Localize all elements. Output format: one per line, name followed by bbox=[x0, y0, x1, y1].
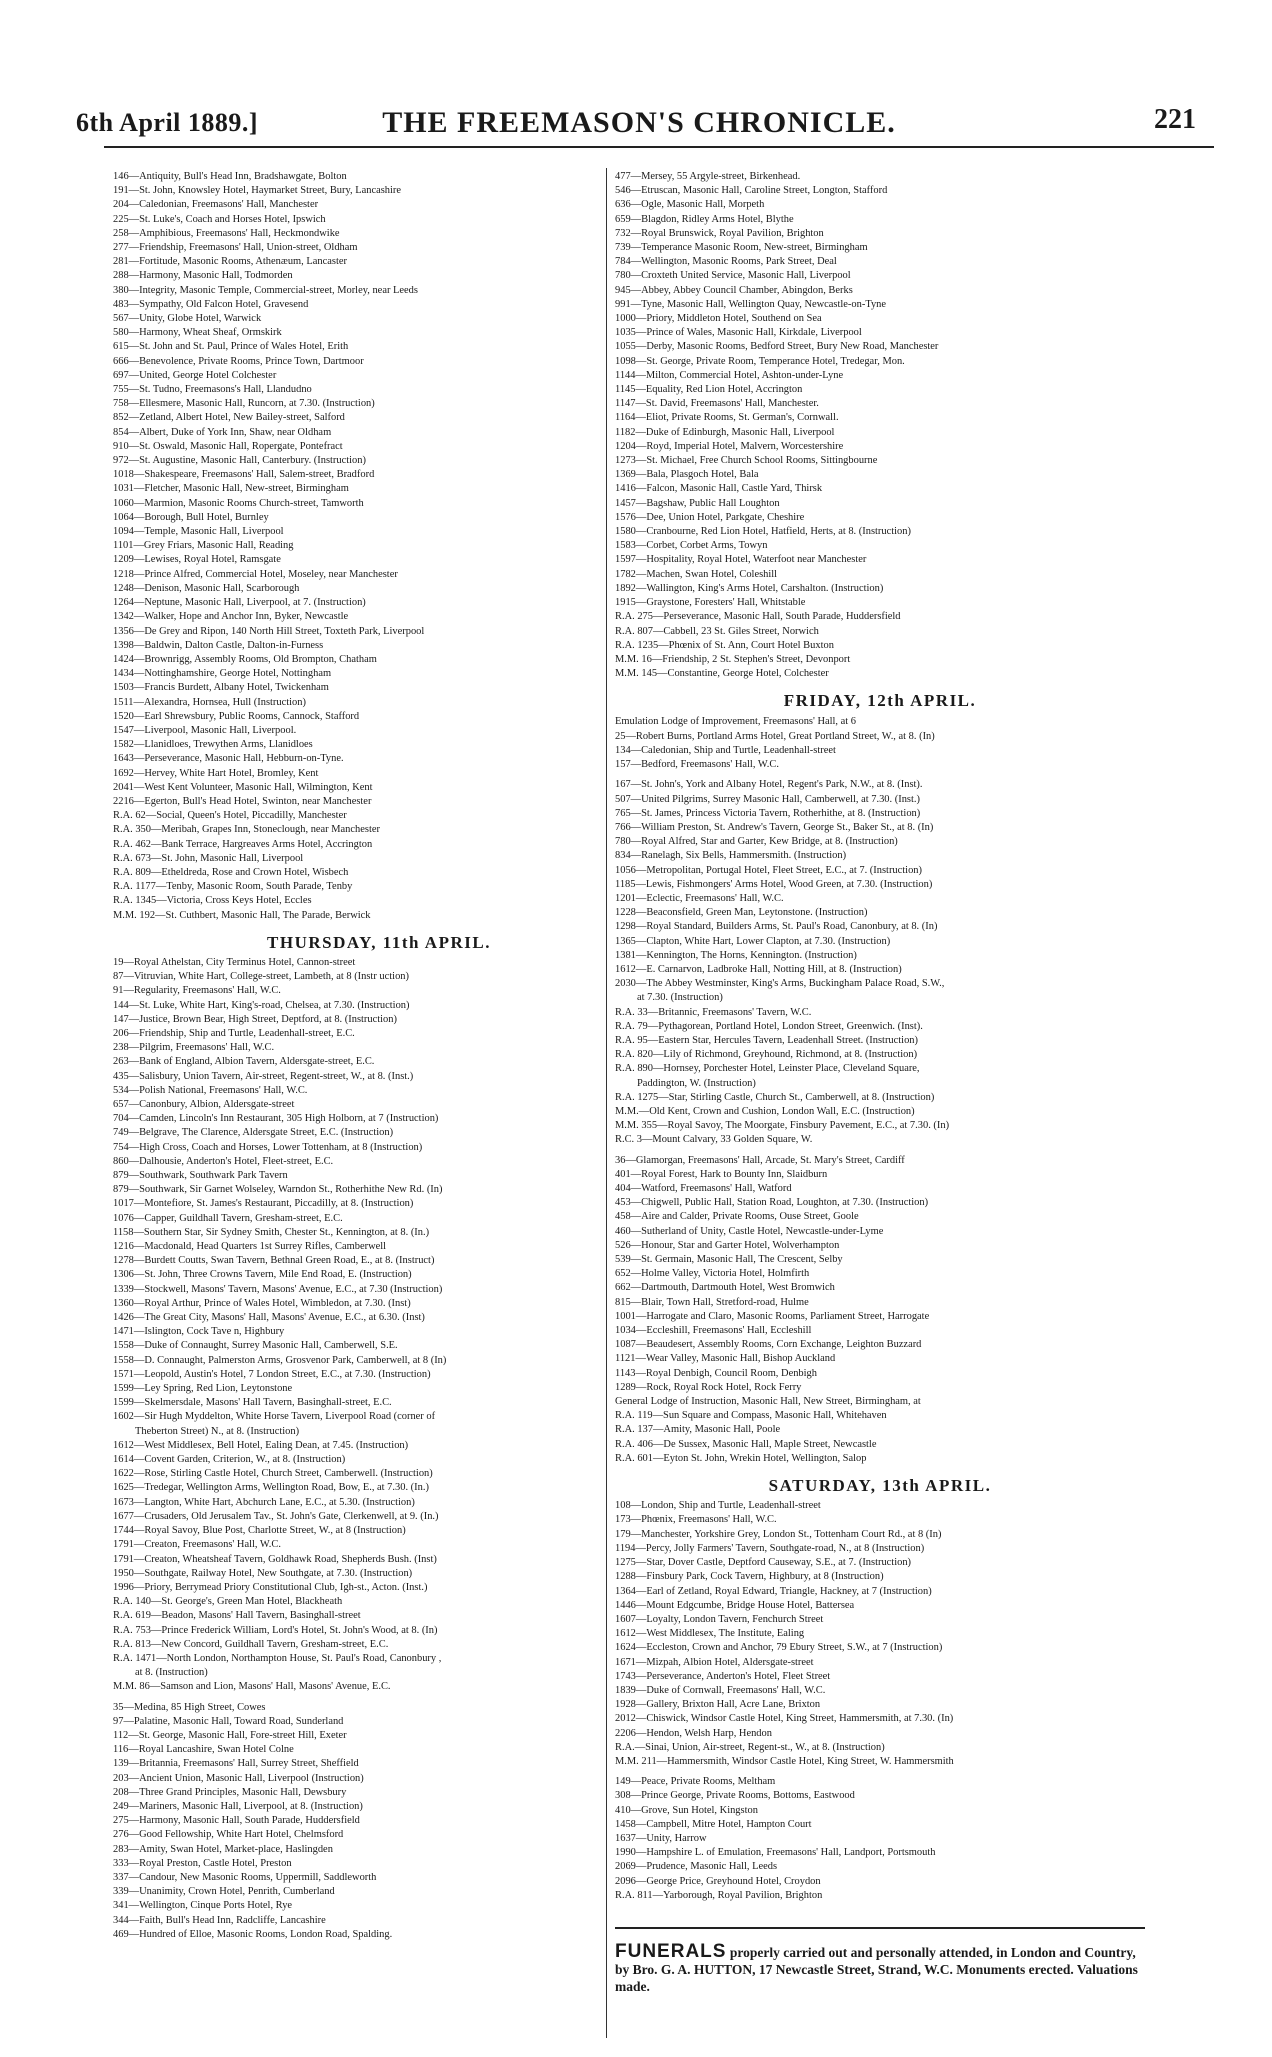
lodge-entry: 567—Unity, Globe Hotel, Warwick bbox=[113, 313, 262, 325]
lodge-entry: 477—Mersey, 55 Argyle-street, Birkenhead. bbox=[615, 171, 801, 182]
lodge-entry: 288—Harmony, Masonic Hall, Todmorden bbox=[113, 270, 293, 282]
lodge-entry: 1143—Royal Denbigh, Council Room, Denbigh bbox=[615, 1367, 817, 1379]
thursday-provincial-list-cont bbox=[615, 170, 1145, 681]
lodge-entry: 732—Royal Brunswick, Royal Pavilion, Brighton bbox=[615, 227, 824, 239]
lodge-entry: 1471—Islington, Cock Tave n, Highbury bbox=[113, 1326, 285, 1338]
lodge-entry: 2030—The Abbey Westminster, King's Arms, Buckingham Palace Road, S.W., bbox=[615, 978, 945, 990]
lodge-entry: 662—Dartmouth, Dartmouth Hotel, West Bromwich bbox=[615, 1282, 835, 1294]
lodge-entry: R.A. 673—St. John, Masonic Hall, Liverpool bbox=[113, 852, 304, 864]
left-column bbox=[113, 170, 645, 1942]
lodge-entry: 1457—Bagshaw, Public Hall Loughton bbox=[615, 497, 780, 509]
lodge-entry: 1218—Prince Alfred, Commercial Hotel, Moseley, near Manchester bbox=[113, 568, 398, 580]
lodge-entry: 1643—Perseverance, Masonic Hall, Hebburn-on-Tyne. bbox=[113, 753, 344, 765]
lodge-entry: 945—Abbey, Abbey Council Chamber, Abingdon, Berks bbox=[615, 284, 853, 296]
lodge-entry: 1950—Southgate, Railway Hotel, New Southgate, at 7.30. (Instruction) bbox=[113, 1567, 413, 1579]
lodge-entry: 1990—Hampshire L. of Emulation, Freemasons' Hall, Landport, Portsmouth bbox=[615, 1847, 936, 1859]
thursday-heading: THURSDAY, 11th APRIL. bbox=[267, 932, 491, 952]
thursday-list-3 bbox=[113, 1680, 645, 1694]
lodge-entry: 36—Glamorgan, Freemasons' Hall, Arcade, St. Mary's Street, Cardiff bbox=[615, 1154, 905, 1166]
lodge-entry: 1547—Liverpool, Masonic Hall, Liverpool. bbox=[113, 724, 297, 736]
lodge-entry: R.A. 1235—Phœnix of St. Ann, Court Hotel Buxton bbox=[615, 639, 834, 651]
saturday-heading: SATURDAY, 13th APRIL. bbox=[768, 1476, 992, 1496]
lodge-entry: 1791—Creaton, Freemasons' Hall, W.C. bbox=[113, 1539, 281, 1551]
lodge-entry: 1204—Royd, Imperial Hotel, Malvern, Worcestershire bbox=[615, 440, 844, 452]
lodge-entry: 1288—Finsbury Park, Cock Tavern, Highbury, at 8 (Instruction) bbox=[615, 1571, 884, 1583]
lodge-entry: 1599—Skelmersdale, Masons' Hall Tavern, Basinghall-street, E.C. bbox=[113, 1397, 392, 1409]
lodge-entry: R.A. 119—Sun Square and Compass, Masonic Hall, Whitehaven bbox=[615, 1410, 887, 1422]
lodge-entry: 1622—Rose, Stirling Castle Hotel, Church Street, Camberwell. (Instruction) bbox=[113, 1468, 433, 1480]
lodge-entry: 1076—Capper, Guildhall Tavern, Gresham-street, E.C. bbox=[113, 1212, 343, 1224]
lodge-entry: 697—United, George Hotel Colchester bbox=[113, 369, 277, 381]
lodge-entry: R.A.—Sinai, Union, Air-street, Regent-st., W., at 8. (Instruction) bbox=[615, 1741, 885, 1753]
lodge-entry: 1892—Wallington, King's Arms Hotel, Carshalton. (Instruction) bbox=[615, 582, 884, 594]
lodge-entry: 1416—Falcon, Masonic Hall, Castle Yard, Thirsk bbox=[615, 483, 823, 495]
lodge-entry: 2206—Hendon, Welsh Harp, Hendon bbox=[615, 1727, 772, 1739]
lodge-entry: 339—Unanimity, Crown Hotel, Penrith, Cumberland bbox=[113, 1886, 335, 1898]
lodge-entry: 275—Harmony, Masonic Hall, South Parade, Huddersfield bbox=[113, 1815, 360, 1827]
advert-lead: FUNERALS bbox=[615, 1940, 727, 1962]
lodge-entry: 1194—Percy, Jolly Farmers' Tavern, Southgate-road, N., at 8 (Instruction) bbox=[615, 1542, 925, 1554]
lodge-entry: 1275—Star, Dover Castle, Deptford Causeway, S.E., at 7. (Instruction) bbox=[615, 1557, 912, 1569]
lodge-entry: 615—St. John and St. Paul, Prince of Wales Hotel, Erith bbox=[113, 341, 349, 353]
lodge-entry: 739—Temperance Masonic Room, New-street, Birmingham bbox=[615, 242, 868, 254]
lodge-entry: 1503—Francis Burdett, Albany Hotel, Twickenham bbox=[113, 682, 329, 694]
lodge-entry: 1094—Temple, Masonic Hall, Liverpool bbox=[113, 526, 284, 538]
friday-provincial-list bbox=[615, 1154, 1145, 1466]
lodge-entry: 1928—Gallery, Brixton Hall, Acre Lane, Brixton bbox=[615, 1699, 821, 1711]
lodge-entry: 404—Watford, Freemasons' Hall, Watford bbox=[615, 1183, 792, 1195]
lodge-entry: 149—Peace, Private Rooms, Meltham bbox=[615, 1776, 776, 1788]
lodge-entry: 1158—Southern Star, Sir Sydney Smith, Chester St., Kennington, at 8. (In.) bbox=[113, 1226, 430, 1238]
lodge-entry: 2041—West Kent Volunteer, Masonic Hall, Wilmington, Kent bbox=[113, 781, 373, 793]
lodge-entry: 458—Aire and Calder, Private Rooms, Ouse Street, Goole bbox=[615, 1211, 859, 1223]
lodge-entry: 755—St. Tudno, Freemasons's Hall, Llandudno bbox=[113, 384, 312, 396]
lodge-entry: 1031—Fletcher, Masonic Hall, New-street, Birmingham bbox=[113, 483, 349, 495]
lodge-entry: 784—Wellington, Masonic Rooms, Park Street, Deal bbox=[615, 256, 837, 268]
lodge-entry: R.A. 619—Beadon, Masons' Hall Tavern, Basinghall-street bbox=[113, 1610, 361, 1622]
lodge-entry: 1576—Dee, Union Hotel, Parkgate, Cheshire bbox=[615, 511, 805, 523]
lodge-entry: 249—Mariners, Masonic Hall, Liverpool, at 8. (Instruction) bbox=[113, 1800, 363, 1812]
lodge-entry: R.A. 275—Perseverance, Masonic Hall, South Parade, Huddersfield bbox=[615, 611, 901, 623]
lodge-entry: R.A. 137—Amity, Masonic Hall, Poole bbox=[615, 1424, 781, 1436]
lodge-entry: 1360—Royal Arthur, Prince of Wales Hotel, Wimbledon, at 7.30. (Inst) bbox=[113, 1297, 411, 1309]
lodge-entry: 1602—Sir Hugh Myddelton, White Horse Tavern, Liverpool Road (corner of bbox=[113, 1411, 436, 1423]
lodge-entry: R.A. 813—New Concord, Guildhall Tavern, Gresham-street, E.C. bbox=[113, 1638, 389, 1650]
lodge-entry: 1228—Beaconsfield, Green Man, Leytonstone. (Instruction) bbox=[615, 907, 868, 919]
lodge-entry: R.A. 807—Cabbell, 23 St. Giles Street, Norwich bbox=[615, 625, 819, 637]
thursday-provincial-list bbox=[113, 1701, 645, 1942]
lodge-entry: 1434—Nottinghamshire, George Hotel, Nottingham bbox=[113, 668, 332, 680]
lodge-entry: R.A. 350—Meribah, Grapes Inn, Stoneclough, near Manchester bbox=[113, 824, 380, 836]
lodge-entry: 1000—Priory, Middleton Hotel, Southend on Sea bbox=[615, 313, 822, 325]
lodge-entry: M.M. 192—St. Cuthbert, Masonic Hall, The Parade, Berwick bbox=[113, 909, 371, 921]
lodge-entry: 333—Royal Preston, Castle Hotel, Preston bbox=[113, 1857, 292, 1869]
lodge-entry: 1064—Borough, Bull Hotel, Burnley bbox=[113, 511, 269, 523]
lodge-entry: 972—St. Augustine, Masonic Hall, Canterbury. (Instruction) bbox=[113, 455, 366, 467]
lodge-entry: 2069—Prudence, Masonic Hall, Leeds bbox=[615, 1861, 778, 1873]
lodge-entry: 1625—Tredegar, Wellington Arms, Wellington Road, Bow, E., at 7.30. (In.) bbox=[113, 1482, 429, 1494]
lodge-entry: R.A. 1177—Tenby, Masonic Room, South Parade, Tenby bbox=[113, 881, 353, 893]
lodge-entry: 1607—Loyalty, London Tavern, Fenchurch Street bbox=[615, 1613, 824, 1625]
lodge-entry: 308—Prince George, Private Rooms, Bottoms, Eastwood bbox=[615, 1790, 855, 1802]
lodge-entry: 910—St. Oswald, Masonic Hall, Ropergate, Pontefract bbox=[113, 440, 343, 452]
lodge-entry: 1001—Harrogate and Claro, Masonic Rooms, Parliament Street, Harrogate bbox=[615, 1310, 930, 1322]
lodge-entry: R.A. 890—Hornsey, Porchester Hotel, Leinster Place, Cleveland Square, bbox=[615, 1063, 920, 1075]
lodge-entry: 666—Benevolence, Private Rooms, Prince Town, Dartmoor bbox=[113, 355, 364, 367]
lodge-entry: 1624—Eccleston, Crown and Anchor, 79 Ebury Street, S.W., at 7 (Instruction) bbox=[615, 1642, 943, 1654]
lodge-entry: 208—Three Grand Principles, Masonic Hall, Dewsbury bbox=[113, 1786, 347, 1798]
lodge-entry: 380—Integrity, Masonic Temple, Commercial-street, Morley, near Leeds bbox=[113, 284, 418, 296]
lodge-entry: 112—St. George, Masonic Hall, Fore-street Hill, Exeter bbox=[113, 1729, 347, 1741]
lodge-entry: 1248—Denison, Masonic Hall, Scarborough bbox=[113, 582, 300, 594]
lodge-entry: 483—Sympathy, Old Falcon Hotel, Gravesend bbox=[113, 298, 309, 310]
lodge-entry: 749—Belgrave, The Clarence, Aldersgate Street, E.C. (Instruction) bbox=[113, 1127, 394, 1139]
lodge-entry: 1612—West Middlesex, The Institute, Ealing bbox=[615, 1628, 805, 1640]
lodge-entry: 704—Camden, Lincoln's Inn Restaurant, 305 High Holborn, at 7 (Instruction) bbox=[113, 1113, 439, 1125]
lodge-entry: M.M. 145—Constantine, George Hotel, Colchester bbox=[615, 668, 829, 680]
lodge-entry: 276—Good Fellowship, White Hart Hotel, Chelmsford bbox=[113, 1829, 344, 1841]
lodge-entry-continuation: Theberton Street) N., at 8. (Instruction) bbox=[135, 1425, 300, 1437]
saturday-provincial-list bbox=[615, 1775, 1145, 1903]
lodge-entry: 97—Palatine, Masonic Hall, Toward Road, Sunderland bbox=[113, 1715, 344, 1727]
lodge-entry: 410—Grove, Sun Hotel, Kingston bbox=[615, 1804, 758, 1816]
lodge-entry: 1558—Duke of Connaught, Surrey Masonic Hall, Camberwell, S.E. bbox=[113, 1340, 398, 1352]
lodge-entry: 766—William Preston, St. Andrew's Tavern, George St., Baker St., at 8. (In) bbox=[615, 821, 934, 833]
lodge-entry: 1339—Stockwell, Masons' Tavern, Masons' Avenue, E.C., at 7.30 (Instruction) bbox=[113, 1283, 443, 1295]
lodge-entry: 1055—Derby, Masonic Rooms, Bedford Street, Bury New Road, Manchester bbox=[615, 341, 939, 353]
lodge-entry: 815—Blair, Town Hall, Stretford-road, Hulme bbox=[615, 1296, 809, 1308]
friday-list-2 bbox=[615, 778, 1145, 991]
lodge-entry: 344—Faith, Bull's Head Inn, Radcliffe, Lancashire bbox=[113, 1914, 326, 1926]
lodge-entry: R.A. 1275—Star, Stirling Castle, Church St., Camberwell, at 8. (Instruction) bbox=[615, 1091, 935, 1103]
lodge-entry: 546—Etruscan, Masonic Hall, Caroline Street, Longton, Stafford bbox=[615, 185, 888, 197]
lodge-entry: 1216—Macdonald, Head Quarters 1st Surrey Rifles, Camberwell bbox=[113, 1241, 387, 1253]
lodge-entry: 1744—Royal Savoy, Blue Post, Charlotte Street, W., at 8 (Instruction) bbox=[113, 1525, 406, 1537]
lodge-entry: 1381—Kennington, The Horns, Kennington. (Instruction) bbox=[615, 949, 857, 961]
lodge-entry: 860—Dalhousie, Anderton's Hotel, Fleet-street, E.C. bbox=[113, 1155, 334, 1167]
lodge-entry: 659—Blagdon, Ridley Arms Hotel, Blythe bbox=[615, 213, 794, 225]
lodge-entry: 1398—Baldwin, Dalton Castle, Dalton-in-Furness bbox=[113, 639, 324, 651]
lodge-entry: M.M. 355—Royal Savoy, The Moorgate, Finsbury Pavement, E.C., at 7.30. (In) bbox=[615, 1120, 950, 1132]
lodge-entry: 401—Royal Forest, Hark to Bounty Inn, Slaidburn bbox=[615, 1168, 828, 1180]
lodge-entry: 780—Croxteth United Service, Masonic Hall, Liverpool bbox=[615, 270, 851, 282]
lodge-entry: R.A. 1471—North London, Northampton House, St. Paul's Road, Canonbury , bbox=[113, 1652, 442, 1664]
lodge-entry: 206—Friendship, Ship and Turtle, Leadenhall-street, E.C. bbox=[113, 1027, 355, 1039]
lodge-entry: 1580—Cranbourne, Red Lion Hotel, Hatfield, Herts, at 8. (Instruction) bbox=[615, 526, 911, 538]
lodge-entry: 1145—Equality, Red Lion Hotel, Accrington bbox=[615, 384, 803, 396]
lodge-entry: 1034—Eccleshill, Freemasons' Hall, Eccleshill bbox=[615, 1325, 812, 1337]
lodge-entry: R.A. 820—Lily of Richmond, Greyhound, Richmond, at 8. (Instruction) bbox=[615, 1049, 918, 1061]
page-number: 221 bbox=[1154, 104, 1196, 135]
lodge-entry: 1558—D. Connaught, Palmerston Arms, Grosvenor Park, Camberwell, at 8 (In) bbox=[113, 1354, 447, 1366]
lodge-entry: 1597—Hospitality, Royal Hotel, Waterfoot near Manchester bbox=[615, 554, 867, 566]
lodge-entry: 879—Southwark, Sir Garnet Wolseley, Warndon St., Rotherhithe New Rd. (In) bbox=[113, 1184, 443, 1196]
lodge-entry: 204—Caledonian, Freemasons' Hall, Manchester bbox=[113, 199, 319, 211]
friday-list-3 bbox=[615, 1006, 1145, 1077]
lodge-entry: 1298—Royal Standard, Builders Arms, St. Paul's Road, Canonbury, at 8. (In) bbox=[615, 921, 938, 933]
lodge-entry: 1101—Grey Friars, Masonic Hall, Reading bbox=[113, 540, 294, 552]
friday-list bbox=[615, 730, 1145, 773]
lodge-entry: 2096—George Price, Greyhound Hotel, Croydon bbox=[615, 1875, 821, 1887]
lodge-entry: 281—Fortitude, Masonic Rooms, Athenæum, Lancaster bbox=[113, 256, 347, 268]
lodge-entry: 1612—E. Carnarvon, Ladbroke Hall, Notting Hill, at 8. (Instruction) bbox=[615, 963, 902, 975]
lodge-entry: 1369—Bala, Plasgoch Hotel, Bala bbox=[615, 469, 759, 481]
lodge-entry: 108—London, Ship and Turtle, Leadenhall-street bbox=[615, 1500, 821, 1512]
lodge-entry: 341—Wellington, Cinque Ports Hotel, Rye bbox=[113, 1900, 293, 1912]
lodge-entry: 780—Royal Alfred, Star and Garter, Kew Bridge, at 8. (Instruction) bbox=[615, 836, 898, 848]
lodge-entry: 1164—Eliot, Private Rooms, St. German's, Cornwall. bbox=[615, 412, 839, 424]
lodge-entry: R.A. 62—Social, Queen's Hotel, Piccadilly, Manchester bbox=[113, 810, 347, 822]
lodge-entry: 1996—Priory, Berrymead Priory Constitutional Club, Igh-st., Acton. (Inst.) bbox=[113, 1581, 428, 1593]
lodge-entry: 1458—Campbell, Mitre Hotel, Hampton Court bbox=[615, 1818, 812, 1830]
lodge-entry: 2012—Chiswick, Windsor Castle Hotel, King Street, Hammersmith, at 7.30. (In) bbox=[615, 1713, 954, 1725]
lodge-entry: 1571—Leopold, Austin's Hotel, 7 London Street, E.C., at 7.30. (Instruction) bbox=[113, 1368, 431, 1380]
lodge-entry: M.M. 86—Samson and Lion, Masons' Hall, Masons' Avenue, E.C. bbox=[113, 1681, 391, 1693]
lodge-entry-continuation: at 8. (Instruction) bbox=[135, 1667, 208, 1679]
lodge-entry: 258—Amphibious, Freemasons' Hall, Heckmondwike bbox=[113, 227, 340, 239]
lodge-entry: 1692—Hervey, White Hart Hotel, Bromley, Kent bbox=[113, 767, 319, 779]
advert-text: properly carried out and personally attended, in London and Country, by Bro. G. A. HUTTON, 17 Newcastle Street, Strand, W.C. Monuments erected. Valuations made. bbox=[615, 1944, 1138, 1994]
funerals-advertisement bbox=[615, 1927, 1145, 1995]
lodge-entry: R.A. 1345—Victoria, Cross Keys Hotel, Eccles bbox=[113, 895, 312, 907]
lodge-entry: 854—Albert, Duke of York Inn, Shaw, near Oldham bbox=[113, 426, 332, 438]
lodge-entry: 1637—Unity, Harrow bbox=[615, 1832, 707, 1844]
lodge-entry: 879—Southwark, Southwark Park Tavern bbox=[113, 1170, 288, 1182]
lodge-entry: 765—St. James, Princess Victoria Tavern, Rotherhithe, at 8. (Instruction) bbox=[615, 807, 921, 819]
lodge-entry: 139—Britannia, Freemasons' Hall, Surrey Street, Sheffield bbox=[113, 1758, 359, 1770]
lodge-entry: 1201—Eclectic, Freemasons' Hall, W.C. bbox=[615, 892, 784, 904]
lodge-entry: R.A. 79—Pythagorean, Portland Hotel, London Street, Greenwich. (Inst). bbox=[615, 1020, 923, 1032]
lodge-entry: 19—Royal Athelstan, City Terminus Hotel, Cannon-street bbox=[113, 956, 356, 968]
lodge-entry: 1147—St. David, Freemasons' Hall, Manchester. bbox=[615, 398, 819, 410]
lodge-entry: 1144—Milton, Commercial Hotel, Ashton-under-Lyne bbox=[615, 369, 844, 381]
lodge-entry: 1017—Montefiore, St. James's Restaurant, Piccadilly, at 8. (Instruction) bbox=[113, 1198, 414, 1210]
thursday-list-2 bbox=[113, 1439, 645, 1666]
lodge-entry: 147—Justice, Brown Bear, High Street, Deptford, at 8. (Instruction) bbox=[113, 1013, 397, 1025]
lodge-entry: R.A. 809—Etheldreda, Rose and Crown Hotel, Wisbech bbox=[113, 866, 349, 878]
friday-heading: FRIDAY, 12th APRIL. bbox=[783, 691, 977, 711]
lodge-entry: 1511—Alexandra, Hornsea, Hull (Instruction) bbox=[113, 696, 306, 708]
lodge-entry: 1185—Lewis, Fishmongers' Arms Hotel, Wood Green, at 7.30. (Instruction) bbox=[615, 878, 933, 890]
lodge-entry: 1056—Metropolitan, Portugal Hotel, Fleet Street, E.C., at 7. (Instruction) bbox=[615, 864, 922, 876]
lodge-entry: 1209—Lewises, Royal Hotel, Ramsgate bbox=[113, 554, 281, 566]
lodge-entry: R.A. 140—St. George's, Green Man Hotel, Blackheath bbox=[113, 1596, 343, 1608]
lodge-entry: 1915—Graystone, Foresters' Hall, Whitstable bbox=[615, 597, 806, 609]
lodge-entry: 1583—Corbet, Corbet Arms, Towyn bbox=[615, 540, 768, 552]
lodge-entry: 134—Caledonian, Ship and Turtle, Leadenhall-street bbox=[615, 744, 836, 756]
lodge-entry: M.M. 16—Friendship, 2 St. Stephen's Street, Devonport bbox=[615, 653, 851, 665]
right-column bbox=[615, 170, 1145, 1995]
lodge-entry: M.M.—Old Kent, Crown and Cushion, London Wall, E.C. (Instruction) bbox=[615, 1106, 915, 1117]
lodge-entry: 1182—Duke of Edinburgh, Masonic Hall, Liverpool bbox=[615, 426, 835, 438]
lodge-entry: 167—St. John's, York and Albany Hotel, Regent's Park, N.W., at 8. (Inst). bbox=[615, 779, 923, 791]
lodge-entry: 35—Medina, 85 High Street, Cowes bbox=[113, 1701, 266, 1713]
lodge-entry: 1743—Perseverance, Anderton's Hotel, Fleet Street bbox=[615, 1670, 831, 1682]
lodge-entry: 657—Canonbury, Albion, Aldersgate-street bbox=[113, 1099, 295, 1110]
lodge-entry: R.A. 462—Bank Terrace, Hargreaves Arms Hotel, Accrington bbox=[113, 838, 373, 850]
lodge-entry: 453—Chigwell, Public Hall, Station Road, Loughton, at 7.30. (Instruction) bbox=[615, 1197, 929, 1209]
lodge-entry: R.A. 33—Britannic, Freemasons' Tavern, W.C. bbox=[615, 1006, 812, 1018]
lodge-entry: 1289—Rock, Royal Rock Hotel, Rock Ferry bbox=[615, 1381, 802, 1393]
masthead-title: THE FREEMASON'S CHRONICLE. bbox=[382, 106, 896, 139]
lodge-entry: R.A. 753—Prince Frederick William, Lord's Hotel, St. John's Wood, at 8. (In) bbox=[113, 1624, 438, 1636]
lodge-entry: 2216—Egerton, Bull's Head Hotel, Swinton, near Manchester bbox=[113, 795, 372, 807]
lodge-entry: 146—Antiquity, Bull's Head Inn, Bradshawgate, Bolton bbox=[113, 171, 347, 182]
lodge-entry: R.A. 601—Eyton St. John, Wrekin Hotel, Wellington, Salop bbox=[615, 1452, 867, 1464]
lodge-entry: 539—St. Germain, Masonic Hall, The Crescent, Selby bbox=[615, 1254, 843, 1266]
lodge-entry: 1582—Llanidloes, Trewythen Arms, Llanidloes bbox=[113, 739, 313, 751]
lodge-entry: 1677—Crusaders, Old Jerusalem Tav., St. John's Gate, Clerkenwell, at 9. (In.) bbox=[113, 1510, 439, 1522]
page-header bbox=[64, 100, 1214, 150]
lodge-entry: 991—Tyne, Masonic Hall, Wellington Quay, Newcastle-on-Tyne bbox=[615, 298, 887, 310]
lodge-entry: 534—Polish National, Freemasons' Hall, W.C. bbox=[113, 1084, 308, 1096]
lodge-entry: R.C. 3—Mount Calvary, 33 Golden Square, W. bbox=[615, 1134, 813, 1146]
lodge-entry-continuation: at 7.30. (Instruction) bbox=[637, 992, 723, 1004]
lodge-entry: 283—Amity, Swan Hotel, Market-place, Haslingden bbox=[113, 1843, 333, 1855]
lodge-entry: 652—Holme Valley, Victoria Hotel, Holmfirth bbox=[615, 1268, 810, 1280]
lodge-entry: 87—Vitruvian, White Hart, College-street, Lambeth, at 8 (Instr uction) bbox=[113, 971, 409, 983]
lodge-entry: 225—St. Luke's, Coach and Horses Hotel, Ipswich bbox=[113, 213, 326, 225]
lodge-entry: 1273—St. Michael, Free Church School Rooms, Sittingbourne bbox=[615, 455, 878, 467]
lodge-entry: 1839—Duke of Cornwall, Freemasons' Hall, W.C. bbox=[615, 1684, 826, 1696]
lodge-entry: 203—Ancient Union, Masonic Hall, Liverpool (Instruction) bbox=[113, 1772, 364, 1784]
lodge-entry: 1278—Burdett Coutts, Swan Tavern, Bethnal Green Road, E., at 8. (Instruct) bbox=[113, 1255, 435, 1267]
lodge-entry: 1446—Mount Edgcumbe, Bridge House Hotel, Battersea bbox=[615, 1599, 855, 1611]
lodge-entry: 1520—Earl Shrewsbury, Public Rooms, Cannock, Stafford bbox=[113, 710, 360, 722]
lodge-entry: 852—Zetland, Albert Hotel, New Bailey-street, Salford bbox=[113, 412, 345, 424]
lodge-entry: R.A. 95—Eastern Star, Hercules Tavern, Leadenhall Street. (Instruction) bbox=[615, 1034, 918, 1046]
lodge-entry: 526—Honour, Star and Garter Hotel, Wolverhampton bbox=[615, 1239, 840, 1251]
lodge-entry: 1306—St. John, Three Crowns Tavern, Mile End Road, E. (Instruction) bbox=[113, 1269, 412, 1281]
lodge-entry: 1673—Langton, White Hart, Abchurch Lane, E.C., at 5.30. (Instruction) bbox=[113, 1496, 415, 1508]
issue-date: 6th April 1889.] bbox=[76, 108, 259, 137]
lodge-entry: 157—Bedford, Freemasons' Hall, W.C. bbox=[615, 759, 779, 771]
lodge-entry: 507—United Pilgrims, Surrey Masonic Hall, Camberwell, at 7.30. (Inst.) bbox=[615, 793, 920, 805]
lodge-entry: 460—Sutherland of Unity, Castle Hotel, Newcastle-under-Lyme bbox=[615, 1225, 884, 1237]
lodge-entry: 1087—Beaudesert, Assembly Rooms, Corn Exchange, Leighton Buzzard bbox=[615, 1339, 922, 1351]
lodge-entry: 173—Phœnix, Freemasons' Hall, W.C. bbox=[615, 1514, 777, 1526]
lodge-entry: 179—Manchester, Yorkshire Grey, London St., Tottenham Court Rd., at 8 (In) bbox=[615, 1528, 942, 1540]
saturday-list bbox=[615, 1499, 1145, 1769]
friday-list-4 bbox=[615, 1091, 1145, 1148]
lodge-entry: General Lodge of Instruction, Masonic Hall, New Street, Birmingham, at bbox=[615, 1396, 921, 1408]
lodge-entry: 191—St. John, Knowsley Hotel, Haymarket Street, Bury, Lancashire bbox=[113, 185, 402, 197]
lodge-entry: 277—Friendship, Freemasons' Hall, Union-street, Oldham bbox=[113, 242, 358, 254]
lodge-entry: 1365—Clapton, White Hart, Lower Clapton, at 7.30. (Instruction) bbox=[615, 935, 891, 947]
lodge-entry: 1121—Wear Valley, Masonic Hall, Bishop Auckland bbox=[615, 1353, 836, 1365]
lodge-entry: 834—Ranelagh, Six Bells, Hammersmith. (Instruction) bbox=[615, 850, 847, 862]
lodge-entry: 1364—Earl of Zetland, Royal Edward, Triangle, Hackney, at 7 (Instruction) bbox=[615, 1585, 932, 1597]
lodge-entry: 1599—Ley Spring, Red Lion, Leytonstone bbox=[113, 1383, 293, 1395]
lodge-entry: R.A. 811—Yarborough, Royal Pavilion, Brighton bbox=[615, 1889, 823, 1901]
lodge-entry: 1356—De Grey and Ripon, 140 North Hill Street, Toxteth Park, Liverpool bbox=[113, 625, 425, 637]
friday-intro: Emulation Lodge of Improvement, Freemasons' Hall, at 6 bbox=[615, 715, 857, 727]
lodge-entry: 1060—Marmion, Masonic Rooms Church-street, Tamworth bbox=[113, 497, 364, 509]
lodge-entry: 1614—Covent Garden, Criterion, W., at 8. (Instruction) bbox=[113, 1454, 346, 1466]
lodge-entry: 754—High Cross, Coach and Horses, Lower Tottenham, at 8 (Instruction) bbox=[113, 1141, 423, 1153]
lodge-entry: 580—Harmony, Wheat Sheaf, Ormskirk bbox=[113, 327, 282, 339]
lodge-entry-continuation: Paddington, W. (Instruction) bbox=[637, 1077, 756, 1089]
wednesday-provincial-list bbox=[113, 170, 645, 923]
lodge-entry: 25—Robert Burns, Portland Arms Hotel, Great Portland Street, W., at 8. (In) bbox=[615, 730, 935, 742]
lodge-entry: 469—Hundred of Elloe, Masonic Rooms, London Road, Spalding. bbox=[113, 1928, 393, 1940]
lodge-entry: 1264—Neptune, Masonic Hall, Liverpool, at 7. (Instruction) bbox=[113, 597, 366, 609]
thursday-list bbox=[113, 956, 645, 1425]
lodge-entry: 1612—West Middlesex, Bell Hotel, Ealing Dean, at 7.45. (Instruction) bbox=[113, 1439, 409, 1451]
lodge-entry: 1098—St. George, Private Room, Temperance Hotel, Tredegar, Mon. bbox=[615, 355, 905, 367]
lodge-entry: 758—Ellesmere, Masonic Hall, Runcorn, at 7.30. (Instruction) bbox=[113, 398, 375, 410]
lodge-entry: 263—Bank of England, Albion Tavern, Aldersgate-street, E.C. bbox=[113, 1056, 375, 1068]
lodge-entry: 636—Ogle, Masonic Hall, Morpeth bbox=[615, 199, 765, 211]
lodge-entry: 1671—Mizpah, Albion Hotel, Aldersgate-street bbox=[615, 1656, 814, 1668]
lodge-entry: 1018—Shakespeare, Freemasons' Hall, Salem-street, Bradford bbox=[113, 469, 375, 481]
lodge-entry: 1424—Brownrigg, Assembly Rooms, Old Brompton, Chatham bbox=[113, 653, 377, 665]
lodge-entry: 238—Pilgrim, Freemasons' Hall, W.C. bbox=[113, 1042, 275, 1054]
lodge-entry: M.M. 211—Hammersmith, Windsor Castle Hotel, King Street, W. Hammersmith bbox=[615, 1755, 954, 1767]
lodge-entry: 91—Regularity, Freemasons' Hall, W.C. bbox=[113, 985, 281, 997]
lodge-entry: 1426—The Great City, Masons' Hall, Masons' Avenue, E.C., at 6.30. (Inst) bbox=[113, 1312, 425, 1324]
lodge-entry: 1035—Prince of Wales, Masonic Hall, Kirkdale, Liverpool bbox=[615, 327, 862, 339]
lodge-entry: 144—St. Luke, White Hart, King's-road, Chelsea, at 7.30. (Instruction) bbox=[113, 999, 410, 1011]
lodge-entry: 1791—Creaton, Wheatsheaf Tavern, Goldhawk Road, Shepherds Bush. (Inst) bbox=[113, 1553, 437, 1565]
lodge-entry: R.A. 406—De Sussex, Masonic Hall, Maple Street, Newcastle bbox=[615, 1438, 877, 1450]
lodge-entry: 1782—Machen, Swan Hotel, Coleshill bbox=[615, 568, 778, 580]
lodge-entry: 435—Salisbury, Union Tavern, Air-street, Regent-street, W., at 8. (Inst.) bbox=[113, 1070, 414, 1082]
lodge-entry: 337—Candour, New Masonic Rooms, Uppermill, Saddleworth bbox=[113, 1871, 377, 1883]
header-rule bbox=[104, 146, 1214, 148]
lodge-entry: 116—Royal Lancashire, Swan Hotel Colne bbox=[113, 1744, 294, 1756]
lodge-entry: 1342—Walker, Hope and Anchor Inn, Byker, Newcastle bbox=[113, 611, 349, 623]
